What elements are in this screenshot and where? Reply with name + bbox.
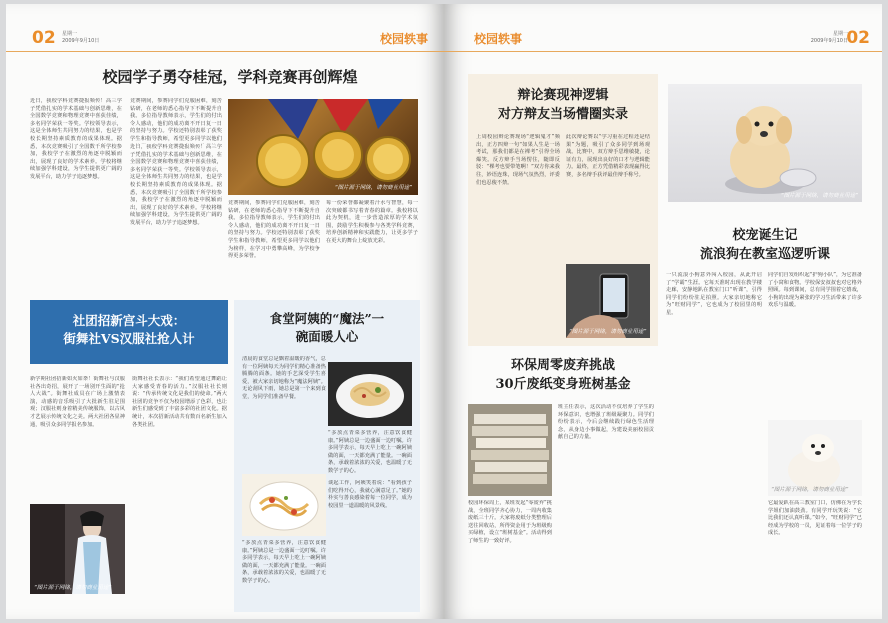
right-page-header [444,26,882,52]
club-headline-1: 社团招新宫斗大戏： [72,313,186,328]
env-headline-1: 环保周零废弃挑战 [510,358,615,373]
debate-headline-2: 对方辩友当场懵圈实录 [497,107,628,122]
env-col-2: 班主任表示，这次活动不仅培养了学生的环保意识，也增强了班级凝聚力。同学们纷纷表示，今后会继续践行绿色生活理念，从身边小事做起，为建设美丽校园贡献自己的力量。 [558,404,654,441]
canteen-col-4: “多放点青菜多营养，注意饮食健康。”阿姨总是一边盛面一边叮嘱。许多同学表示，每天早上吃上一碗阿姨做的面，一天都充满了能量。一碗面条，承载着浓浓的关爱，也温暖了无数学子的心。 [242,540,326,584]
paper-stack-illustration [468,404,552,496]
dog-headline-1: 校宠诞生记 [732,228,798,243]
canteen-article-box [234,300,420,612]
canteen-col-2: “多放点青菜多营养，注意饮食健康。”阿姨总是一边盛面一边叮嘱。许多同学表示，每天早上吃上一碗阿姨做的面，一天都充满了能量。一碗面条，承载着浓浓的关爱，也温暖了无数学子的心。 [328,430,412,474]
dog-headline-2: 流浪狗在教室巡逻听课 [699,247,830,262]
meta-date: 2009年9月10日 [810,38,848,44]
debate-headline-1: 辩论赛现神逻辑 [517,88,609,103]
hanfu-illustration [30,504,125,594]
article-col-4: 每一份荣誉都凝聚着汗水与智慧，每一次突破都书写着青春的篇章。我校将以此为契机，进一步营造浓厚的学术氛围，鼓励学生积极参与各类学科竞赛，培养创新精神和实践能力，让更多学子在更大的舞台上绽放光彩。 [326,200,418,244]
club-col-2: 街舞社社长表示：“我们希望通过舞蹈让大家感受青春的活力。”汉服社社长则说：“传承传统文化是我们的使命。”两大社团的竞争不仅为校园增添了色彩，也让新生们感受到了丰富多彩的社团文化。据统计，本次招新活动共有数百名新生加入各类社团。 [132,376,227,428]
pasta-illustration [328,362,412,426]
debate-article-box [468,74,658,346]
article-col-2: 竞赛期间，参赛同学们克服困难，刻苦钻研，在老师的悉心指导下不断提升自我。多位指导教师表示，学生们的付出令人感动，他们的成功离不开日复一日的坚持与努力。学校还特别表彰了获奖学生和指导教师，希望更多同学以他们 [130,98,222,142]
club-col-1: 新学期社团招新如火如荼！街舞社与汉服社各出奇招，展开了一场别开生面的“抢人大战”。街舞社成员在广场上激情表演，动感的音乐吸引了大批新生驻足围观；汉服社则身着精美传统服饰，以古风才艺展示传统文化之美。两大社团各显神通，吸引众多同学报名参加。 [30,376,125,428]
page-number: 02 [846,28,870,48]
canteen-headline-1: 食堂阿姨的“魔法”一 [269,311,385,326]
page-date [811,31,848,45]
club-headline-2: 街舞社VS汉服社抢人计 [63,331,195,346]
puppy-photo-2 [768,420,862,496]
canteen-headline-2: 碗面暖人心 [295,329,359,344]
section-title: 校园轶事 [379,32,428,46]
main-headline: 校园学子勇夺桂冠，学科竞赛再创辉煌 [102,68,358,86]
left-page-header [6,26,444,52]
photo-caption: “图片源于网络，请勿商业用途” [771,487,849,493]
article-col-3: 竞赛期间，参赛同学们克服困难，刻苦钻研，在老师的悉心指导下不断提升自我。多位指导教师表示，学生们的付出令人感动，他们的成功离不开日复一日的坚持与努力。学校还特别表彰了获奖学生和指导教师，希望更多同学以他们为榜样，在学习中勇攀高峰，为学校争得更多荣誉。 [228,200,320,260]
canteen-col-3: 谈起工作，阿姨笑着说：“看到孩子们吃得开心，我就心满意足了。”她的朴实与善良感染着每一位同学，成为校园里一道温暖的风景线。 [328,480,412,509]
photo-caption: “图片源于网络，请勿商业用途” [569,329,647,335]
paper-stack-photo [468,404,552,496]
puppy-photo [668,84,862,202]
medals-photo [228,99,418,195]
left-page [6,4,444,619]
magazine-spread [6,4,882,619]
noodle-illustration [242,474,326,536]
photo-caption: “图片源于网络，请勿商业用途” [34,585,112,591]
phone-photo [566,264,650,338]
canteen-col-1: 清晨的食堂总是飘着温暖的香气，总有一位阿姨每天为同学们精心准备热腾腾的面条。她的手艺深受学生喜爱，被大家亲切地称为“魔法阿姨”。无论刮风下雨，她总是第一个来到食堂，为同学们准备早餐。 [242,356,326,400]
dog-col-2: 同学们自发组织起“护狗小队”，为它准备了小窝和食物。学校保安叔叔也对它格外照顾。每到课间，总有同学围着它嬉戏，小狗的出现为紧张的学习生活带来了许多欢乐与温暖。 [768,272,862,309]
debate-col-1: 上周校园辩论赛现场“逻辑鬼才”频出，正方四辩一句“如果人生是一场考试，那我们都是在裸考”引得全场爆笑。反方辩手当场愣住，随即反驳：“裸考也要带笔啊！”双方你来我往，妙语连珠，现场气氛热烈，评委们也忍俊不禁。 [476,134,560,186]
right-page [444,4,882,619]
env-headline-2: 30斤废纸变身班树基金 [495,377,631,392]
photo-caption: “图片源于网络，请勿商业用途” [780,193,858,199]
debate-col-2: 此次辩论赛以“学习重在过程还是结果”为题，吸引了众多同学到场观战。比赛中，双方辩手思维敏捷，论证有力，展现出良好的口才与逻辑能力。最终，正方凭借精彩表现赢得比赛，多名辩手获评最佳辩手称号。 [566,134,650,178]
meta-date: 2009年9月10日 [62,38,100,44]
page-date [62,31,99,45]
medals-illustration [228,99,418,195]
meta-weekday: 星期一 [62,31,78,37]
meta-weekday: 星期一 [832,31,848,37]
pasta-photo [328,362,412,426]
section-title: 校园轶事 [474,32,523,46]
dog-col-1: 一只流浪小狗意外闯入校园，从此开启了“学霸”生涯。它每天准时出现在教学楼走廊，安静地趴在教室门口“听课”，引得同学们纷纷驻足拍照。大家亲切地称它为“旺财同学”，它也成为了校园里的明星。 [666,272,762,316]
puppy-illustration [668,84,862,202]
photo-caption: “图片源于网络，请勿商业用途” [334,185,412,191]
page-number: 02 [32,28,56,48]
article-col-1: 近日，我校学科竞赛捷报频传！高三学子凭借扎实的学术基础与创新思维，在全国数学竞赛和物理竞赛中喜获佳绩，多名同学荣获一等奖。学校领导表示，这是全体师生共同努力的结果，也是学校长期坚持素质教育的成果体现。据悉，本次竞赛吸引了全国数千所学校参加，我校学子在激烈的角逐中脱颖而出，展现了良好的学术素养。学校将继续加强学科建设，为学生提供更广阔的发展平台，助力学子追逐梦想。 [30,98,122,180]
club-headline-box [30,300,228,364]
env-col-1: 校园环保周上，某班发起“零废弃”挑战，全班同学齐心协力，一周内收集废纸三十斤。大家将废纸分类整理后送往回收站，所得资金用于为班级购买绿植，设立“班树基金”。活动得到了师生的一致好评。 [468,500,552,544]
article-col-2b: 近日，我校学科竞赛捷报频传！高三学子凭借扎实的学术基础与创新思维，在全国数学竞赛和物理竞赛中喜获佳绩，多名同学荣获一等奖。学校领导表示，这是全体师生共同努力的结果，也是学校长期坚持素质教育的成果体现。据悉，本次竞赛吸引了全国数千所学校参加，我校学子在激烈的角逐中脱颖而出，展现了良好的学术素养。学校将继续加强学科建设，为学生提供更广阔的发展平台，助力学子追逐梦想。 [130,144,222,226]
hanfu-photo [30,504,125,594]
dog-col-3: 它最爱趴在高三教室门口，仿佛在为学长学姐们加油鼓劲。有同学开玩笑说：“它比我们还认真听课。”如今，“旺财同学”已经成为学校的一员，见证着每一位学子的成长。 [768,500,862,537]
noodle-photo [242,474,326,536]
